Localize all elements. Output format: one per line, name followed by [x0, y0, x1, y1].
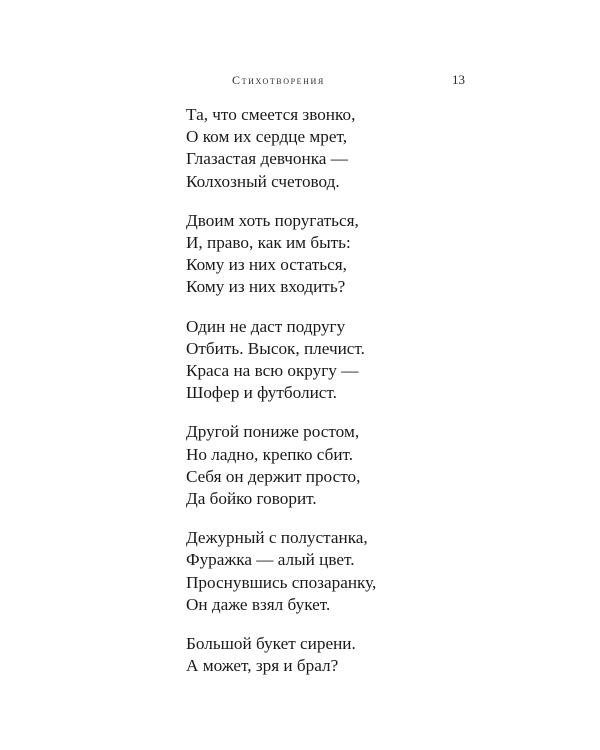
poem-line: Фуражка — алый цвет. — [186, 550, 355, 570]
poem-line: Краса на всю округу — — [186, 361, 359, 381]
poem-line: Он даже взял букет. — [186, 594, 331, 614]
poem-line: Шофер и футболист. — [186, 383, 337, 403]
poem-line: Дежурный с полустанка, — [186, 528, 368, 548]
poem-text — [186, 104, 486, 694]
poem-line: Да бойко говорит. — [186, 489, 317, 509]
stanza — [186, 421, 486, 510]
poem-line: И, право, как им быть: — [186, 233, 351, 253]
poem-line: Большой букет сирени. — [186, 634, 356, 654]
poem-line: Глазастая девчонка — — [186, 149, 348, 169]
poem-line: О ком их сердце мрет, — [186, 127, 348, 147]
poem-line: Кому из них остаться, — [186, 255, 347, 275]
poem-line: Колхозный счетовод. — [186, 171, 340, 191]
poem-line: Проснувшись спозаранку, — [186, 572, 377, 592]
page-number: 13 — [452, 72, 465, 87]
stanza — [186, 527, 486, 616]
stanza — [186, 210, 486, 299]
running-title: Стихотворения — [232, 73, 325, 87]
poem-line: А может, зря и брал? — [186, 656, 339, 676]
poem-line: Кому из них входить? — [186, 277, 346, 297]
poem-line: Один не даст подругу — [186, 316, 346, 336]
poem-line: Себя он держит просто, — [186, 466, 361, 486]
poem-line: Та, что смеется звонко, — [186, 105, 356, 124]
poem-line: Но ладно, крепко сбит. — [186, 444, 354, 464]
stanza — [186, 316, 486, 405]
stanza — [186, 633, 486, 677]
poem-line: Двоим хоть поругаться, — [186, 210, 359, 230]
stanza — [186, 104, 486, 193]
poem-line: Отбить. Высок, плечист. — [186, 338, 365, 358]
poem-line: Другой пониже ростом, — [186, 422, 360, 442]
